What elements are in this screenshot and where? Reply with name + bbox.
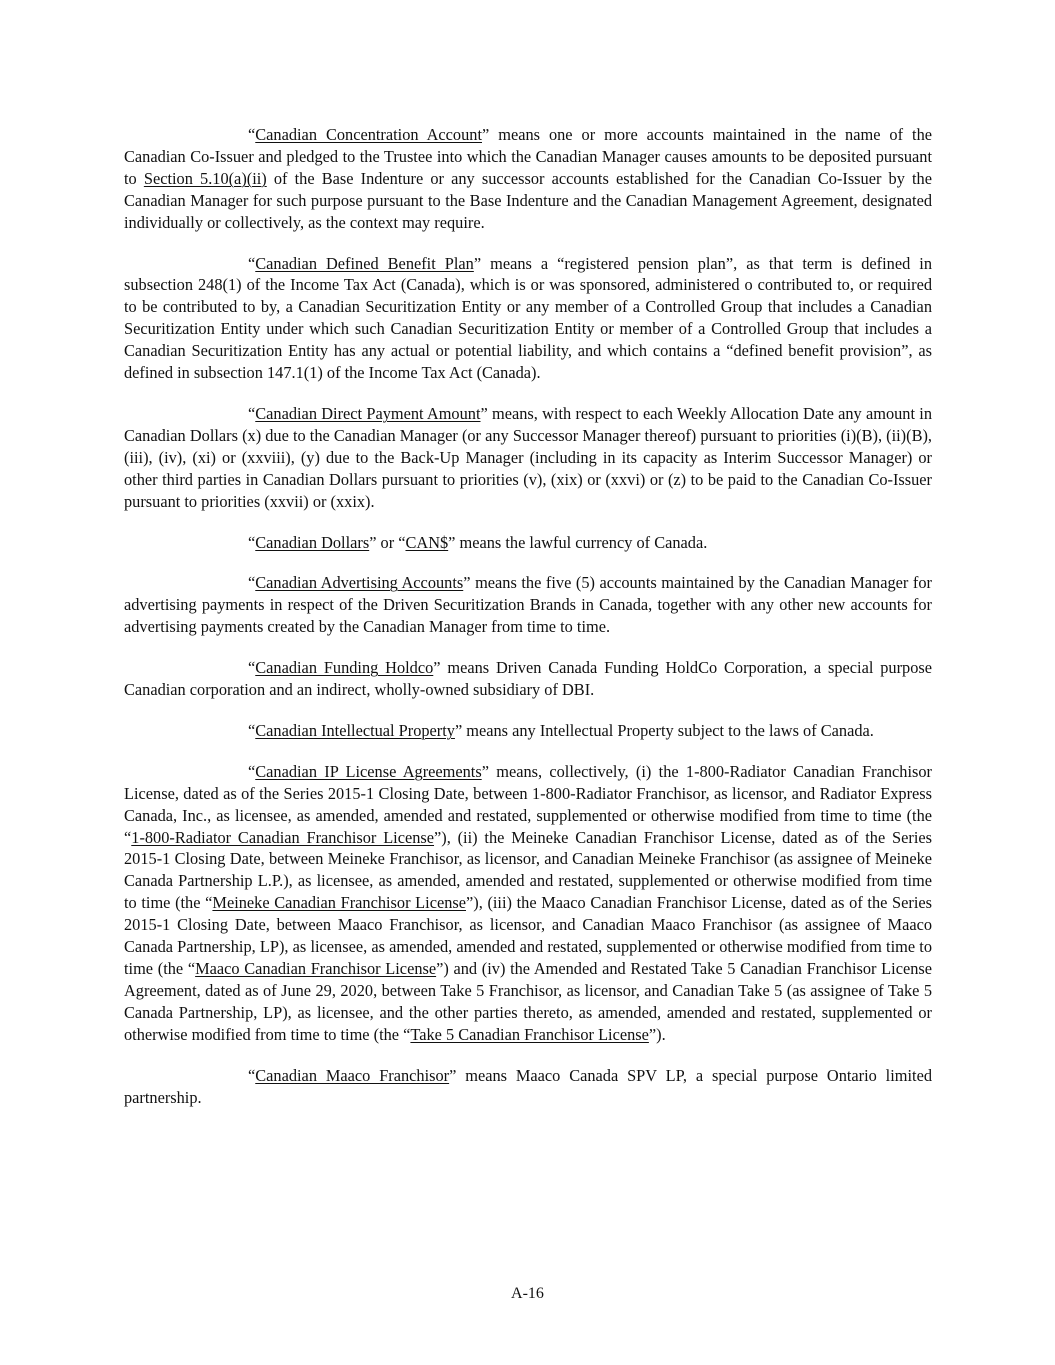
definition-text: ”), (ii) the Meineke Canadian Franchisor License, dated as of the Series 2015-1 Closing Date, between Meineke Franchisor, as licensor, and Canadian Meineke Franchisor (as assignee of Meineke Canada Partnership L.P.), as licensee, as amended, amended and restated, supplemented or otherwise modified from time to time (the “	[124, 827, 932, 913]
definition-text: ” or “	[369, 532, 406, 552]
defined-term-reference: Meineke Canadian Franchisor License	[212, 893, 466, 913]
definition-text: ” means, with respect to each Weekly Allocation Date any amount in Canadian Dollars (x) due to the Canadian Manager (or any Successor Manager thereof) pursuant to priorities (i)(B), (ii)(B), (iii), (iv), (xi) or (xxviii), (y) due to the Back-Up Manager (including in its capacity as Interim Successor Manager) or other third parties in Canadian Dollars pursuant to priorities (v), (xix) or (xxvi) or (z) to be paid to the Canadian Co-Issuer pursuant to priorities (xxvii) or (xxix).	[124, 403, 932, 511]
defined-term: Canadian Direct Payment Amount	[255, 403, 481, 423]
definition-paragraph: “Canadian IP License Agreements” means, collectively, (i) the 1-800-Radiator Canadian Franchisor License, dated as of the Series 2015-1 Closing Date, between 1-800-Radiator Franchisor, as licensor, and Radiator Express Canada, Inc., as licensee, as amended, amended and restated, supplemented or otherwise modified from time to time (the “1-800-Radiator Canadian Franchisor License”), (ii) the Meineke Canadian Franchisor License, dated as of the Series 2015-1 Closing Date, between Meineke Franchisor, as licensor, and Canadian Meineke Franchisor (as assignee of Meineke Canada Partnership L.P.), as licensee, as amended, amended and restated, supplemented or otherwise modified from time to time (the “Meineke Canadian Franchisor License”), (iii) the Maaco Canadian Franchisor License, dated as of the Series 2015-1 Closing Date, between Maaco Franchisor, as licensor, and Canadian Maaco Franchisor (as assignee of Maaco Canada Partnership, LP), as licensee, as amended, amended and restated, supplemented or otherwise modified from time to time (the “Maaco Canadian Franchisor License”) and (iv) the Amended and Restated Take 5 Canadian Franchisor License Agreement, dated as of June 29, 2020, between Take 5 Franchisor, as licensor, and Canadian Take 5 (as assignee of Take 5 Canada Partnership, LP), as licensee, and the other parties thereto, as amended, amended and restated, supplemented or otherwise modified from time to time (the “Take 5 Canadian Franchisor License”).	[124, 761, 932, 1044]
defined-term: Canadian Funding Holdco	[255, 658, 434, 678]
definition-text: ” means a “registered pension plan”, as that term is defined in subsection 248(1) of the Income Tax Act (Canada), which is or was sponsored, administered o contributed to, or required to be contributed to by, a Canadian Securitization Entity or any member of a Controlled Group that includes a Canadian Securitization Entity under which such Canadian Securitization Entity or member of a Controlled Group that includes a Canadian Securitization Entity has any actual or potential liability, and which contains a “defined benefit provision”, as defined in subsection 147.1(1) of the Income Tax Act (Canada).	[124, 253, 932, 383]
definition-paragraph: “Canadian Funding Holdco” means Driven Canada Funding HoldCo Corporation, a special purpose Canadian corporation and an indirect, wholly-owned subsidiary of DBI.	[124, 658, 932, 700]
definition-text: ”), (iii) the Maaco Canadian Franchisor License, dated as of the Series 2015-1 Closing Date, between Maaco Franchisor, as licensor, and Canadian Maaco Franchisor (as assignee of Maaco Canada Partnership, LP), as licensee, as amended, amended and restated, supplemented or otherwise modified from time to time (the “	[124, 893, 932, 978]
defined-term-reference: Section 5.10(a)(ii)	[143, 168, 267, 188]
definition-paragraph: “Canadian Defined Benefit Plan” means a “registered pension plan”, as that term is defined in subsection 248(1) of the Income Tax Act (Canada), which is or was sponsored, administered o contributed to, or required to be contributed to by, a Canadian Securitization Entity or any member of a Controlled Group that includes a Canadian Securitization Entity under which such Canadian Securitization Entity or member of a Controlled Group that includes a Canadian Securitization Entity has any actual or potential liability, and which contains a “defined benefit provision”, as defined in subsection 147.1(1) of the Income Tax Act (Canada).	[124, 253, 932, 383]
definition-text: ”).	[648, 1024, 666, 1044]
defined-term-reference: Maaco Canadian Franchisor License	[195, 959, 437, 978]
defined-term-reference: Take 5 Canadian Franchisor License	[410, 1024, 649, 1044]
defined-term-reference: 1-800-Radiator Canadian Franchisor License	[131, 827, 435, 847]
definition-text: ”) and (iv) the Amended and Restated Take 5 Canadian Franchisor License Agreement, dated as of June 29, 2020, between Take 5 Franchisor, as licensor, and Canadian Take 5 (as assignee of Take 5 Canada Partnership, LP), as licensee, and the other parties thereto, as amended, amended and restated, supplemented or otherwise modified from time to time (the “	[124, 959, 932, 1044]
defined-term: Canadian Intellectual Property	[255, 720, 455, 740]
definition-text: ” means the five (5) accounts maintained by the Canadian Manager for advertising payments in respect of the Driven Securitization Brands in Canada, together with any other new accounts for advertising payments created by the Canadian Manager from time to time.	[124, 573, 932, 637]
page-number: A-16	[511, 1285, 544, 1302]
definition-paragraph: “Canadian Direct Payment Amount” means, with respect to each Weekly Allocation Date any amount in Canadian Dollars (x) due to the Canadian Manager (or any Successor Manager thereof) pursuant to priorities (i)(B), (ii)(B), (iii), (iv), (xi) or (xxviii), (y) due to the Back-Up Manager (including in its capacity as Interim Successor Manager) or other third parties in Canadian Dollars pursuant to priorities (v), (xix) or (xxvi) or (z) to be paid to the Canadian Co-Issuer pursuant to priorities (xxvii) or (xxix).	[124, 403, 932, 511]
definitions-body	[124, 124, 932, 1127]
definition-text: ” means any Intellectual Property subject to the laws of Canada.	[454, 720, 874, 740]
definition-paragraph: “Canadian Maaco Franchisor” means Maaco Canada SPV LP, a special purpose Ontario limited partnership.	[124, 1065, 932, 1107]
defined-term: Canadian Dollars	[255, 532, 370, 552]
defined-term: Canadian Concentration Account	[255, 125, 482, 144]
definition-text: ” means the lawful currency of Canada.	[448, 532, 708, 552]
defined-term-reference: CAN$	[405, 532, 449, 552]
definition-text: ” means, collectively, (i) the 1-800-Radiator Canadian Franchisor License, dated as of the Series 2015-1 Closing Date, between 1-800-Radiator Franchisor, as licensor, and Radiator Express Canada, Inc., as licensee, as amended, amended and restated, supplemented or otherwise modified from time to time (the “	[124, 761, 932, 847]
defined-term: Canadian Advertising Accounts	[255, 573, 464, 593]
definition-text: ” means one or more accounts maintained in the name of the Canadian Co-Issuer and pledged to the Trustee into which the Canadian Manager causes amounts to be deposited pursuant to	[124, 125, 932, 188]
definition-paragraph: “Canadian Dollars” or “CAN$” means the lawful currency of Canada.	[248, 532, 708, 552]
definition-paragraph: “Canadian Advertising Accounts” means the five (5) accounts maintained by the Canadian Manager for advertising payments in respect of the Driven Securitization Brands in Canada, together with any other new accounts for advertising payments created by the Canadian Manager from time to time.	[124, 573, 932, 637]
defined-term: Canadian Maaco Franchisor	[255, 1065, 450, 1085]
definition-paragraph: “Canadian Concentration Account” means one or more accounts maintained in the name of the Canadian Co-Issuer and pledged to the Trustee into which the Canadian Manager causes amounts to be deposited pursuant to Section 5.10(a)(ii) of the Base Indenture or any successor accounts established for the Canadian Co-Issuer by the Canadian Manager for such purpose pursuant to the Base Indenture and the Canadian Management Agreement, designated individually or collectively, as the context may require.	[124, 125, 932, 232]
definition-paragraph: “Canadian Intellectual Property” means any Intellectual Property subject to the laws of Canada.	[248, 720, 874, 740]
definition-text: of the Base Indenture or any successor accounts established for the Canadian Co-Issuer by the Canadian Manager for such purpose pursuant to the Base Indenture and the Canadian Management Agreement, designated individually or collectively, as the context may require.	[124, 168, 932, 232]
definition-text: ” means Maaco Canada SPV LP, a special purpose Ontario limited partnership.	[124, 1065, 932, 1107]
defined-term: Canadian Defined Benefit Plan	[255, 253, 474, 273]
definition-text: ” means Driven Canada Funding HoldCo Corporation, a special purpose Canadian corporation and an indirect, wholly-owned subsidiary of DBI.	[124, 658, 932, 700]
defined-term: Canadian IP License Agreements	[255, 761, 482, 781]
